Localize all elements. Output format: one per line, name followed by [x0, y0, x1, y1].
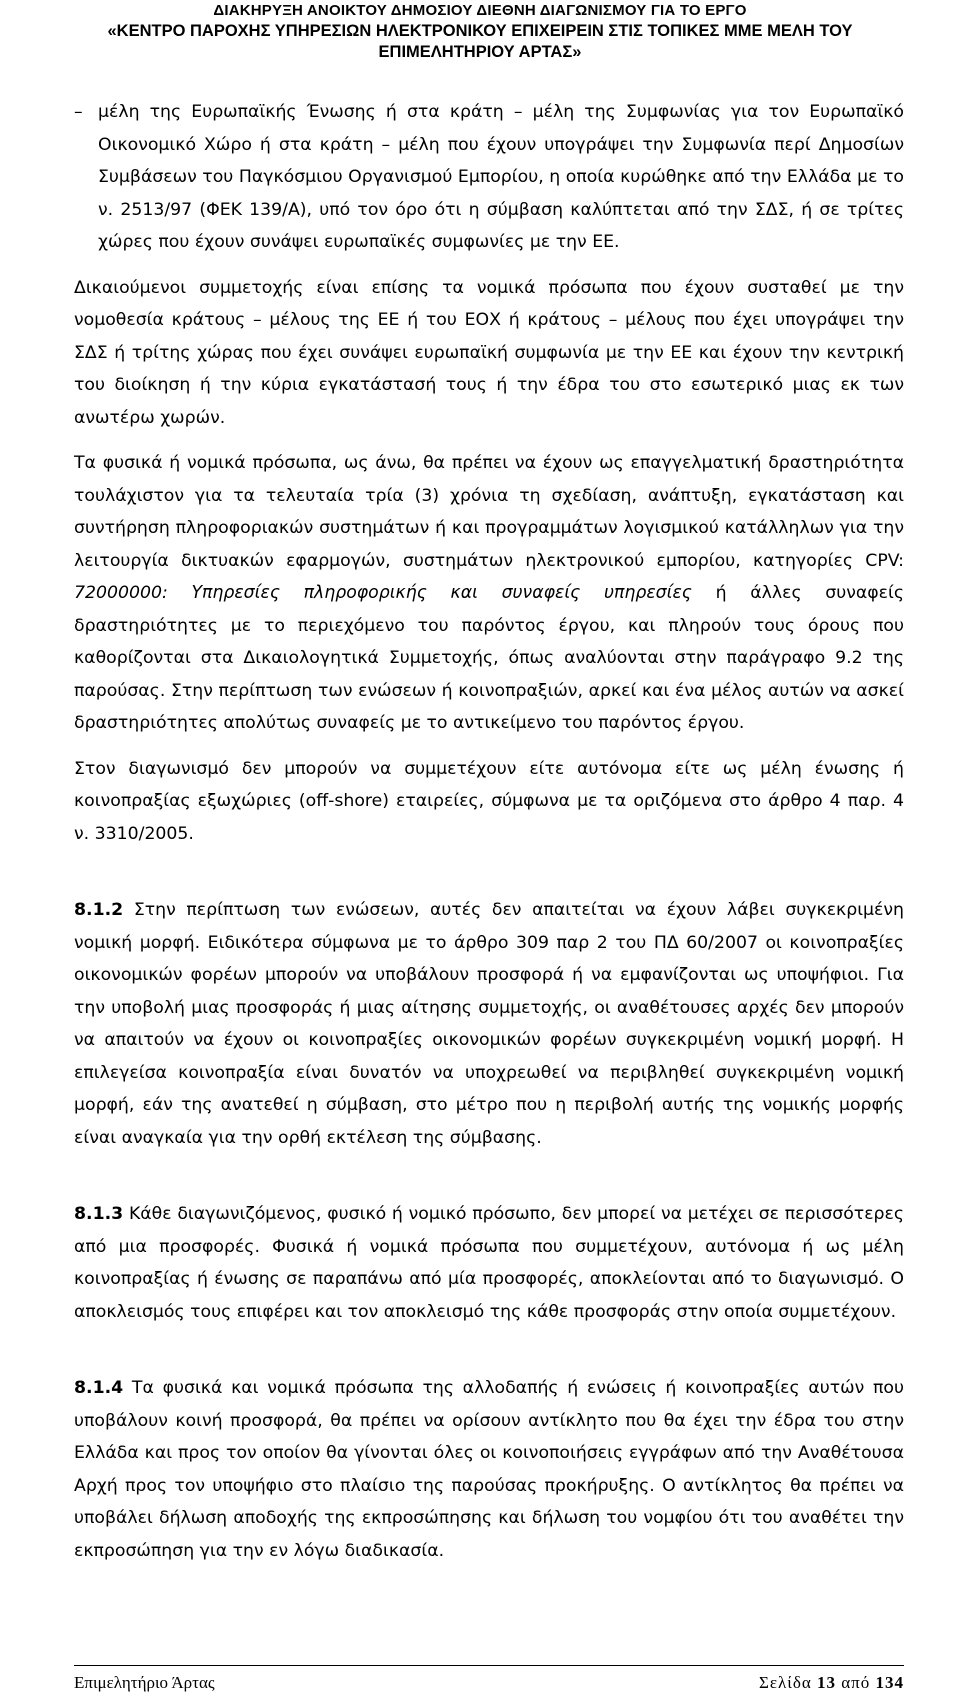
footer-current-page: 13 — [817, 1673, 836, 1692]
footer-organization: Επιμελητήριο Άρτας — [74, 1673, 215, 1692]
footer-of-word: από — [841, 1673, 871, 1692]
footer-total-pages: 134 — [875, 1673, 904, 1692]
section-text-8-1-2: Στην περίπτωση των ενώσεων, αυτές δεν απαιτείται να έχουν λάβει συγκεκριμένη νομική μορφή. Ειδικότερα σύμφωνα με το άρθρο 309 παρ 2 του ΠΔ 60/2007 οι κοινοπραξίες οικονομικών φορέων μπορούν να υποβάλουν προσφορά ή να εμφανίζονται ως υποψήφιοι. Για την υποβολή μιας προσφοράς ή μιας αίτησης συμμετοχής, οι αναθέτουσες αρχές δεν μπορούν να απαιτούν να έχουν οι κοινοπραξίες οικονομικών φορέων συγκεκριμένη νομική μορφή. Η επιλεγείσα κοινοπραξία είναι δυνατόν να υποχρεωθεί να περιβληθεί συγκεκριμένη νομική μορφή, εάν της ανατεθεί η σύμβαση, στο μέτρο που η περιβολή αυτής της νομικής μορφής είναι αναγκαία για την ορθή εκτέλεση της σύμβασης. — [74, 900, 904, 1148]
paragraph-professional-activity — [74, 447, 904, 740]
cpv-code-italic: 72000000: Υπηρεσίες πληροφορικής και συναφείς υπηρεσίες — [74, 583, 692, 603]
footer-page-number — [759, 1673, 904, 1693]
header-line-2: «ΚΕΝΤΡΟ ΠΑΡΟΧΗΣ ΥΠΗΡΕΣΙΩΝ ΗΛΕΚΤΡΟΝΙΚΟΥ ΕΠΙΧΕΙΡΕΙΝ ΣΤΙΣ ΤΟΠΙΚΕΣ ΜΜΕ ΜΕΛΗ ΤΟΥ — [107, 22, 853, 40]
section-8-1-3 — [74, 1198, 904, 1328]
dash-item-text: μέλη της Ευρωπαϊκής Ένωσης ή στα κράτη – μέλη της Συμφωνίας για τον Ευρωπαϊκό Οικονομικό Χώρο ή στα κράτη – μέλη που έχουν υπογράψει την Συμφωνία περί Δημοσίων Συμβάσεων του Παγκόσμιου Οργανισμού Εμπορίου, η οποία κυρώθηκε από την Ελλάδα με το ν. 2513/97 (ΦΕΚ 139/Α), υπό τον όρο ότι η σύμβαση καλύπτεται από την ΣΔΣ, ή σε τρίτες χώρες που έχουν συνάψει ευρωπαϊκές συμφωνίες με την ΕΕ. — [98, 102, 904, 252]
section-number-8-1-2: 8.1.2 — [74, 900, 124, 920]
dash-mark: – — [74, 102, 83, 122]
paragraph-offshore: Στον διαγωνισμό δεν μπορούν να συμμετέχουν είτε αυτόνομα είτε ως μέλη ένωσης ή κοινοπραξίας εξωχώριες (off-shore) εταιρείες, σύμφωνα με τα οριζόμενα στο άρθρο 4 παρ. 4 ν. 3310/2005. — [74, 758, 904, 844]
dash-list-item — [74, 96, 904, 259]
document-body — [74, 96, 904, 1567]
section-8-1-4 — [74, 1372, 904, 1567]
header-line-3: ΕΠΙΜΕΛΗΤΗΡΙΟΥ ΑΡΤΑΣ» — [378, 43, 582, 61]
header-line-1: ΔΙΑΚΗΡΥΞΗ ΑΝΟΙΚΤΟΥ ΔΗΜΟΣΙΟΥ ΔΙΕΘΝΗ ΔΙΑΓΩΝΙΣΜΟΥ ΓΙΑ ΤΟ ΕΡΓΟ — [213, 2, 747, 19]
document-header — [0, 0, 960, 63]
section-text-8-1-3: Κάθε διαγωνιζόμενος, φυσικό ή νομικό πρόσωπο, δεν μπορεί να μετέχει σε περισσότερες από μια προσφορές. Φυσικά ή νομικά πρόσωπα που συμμετέχουν, αυτόνομα ή ως μέλη κοινοπραξίας ή ένωσης σε παραπάνω από μία προσφορές, αποκλείονται από το διαγωνισμό. Ο αποκλεισμός τους επιφέρει και τον αποκλεισμό της κάθε προσφοράς στην οποία συμμετέχουν. — [74, 1204, 904, 1322]
paragraph-eligible-entities: Δικαιούμενοι συμμετοχής είναι επίσης τα νομικά πρόσωπα που έχουν συσταθεί με την νομοθεσία κράτους – μέλους της ΕΕ ή του ΕΟΧ ή κράτους – μέλους που έχει υπογράψει την ΣΔΣ ή τρίτης χώρας που έχει συνάψει ευρωπαϊκή συμφωνία με την ΕΕ και έχουν την κεντρική του διοίκηση ή την κύρια εγκατάστασή τους ή την έδρα του στο εσωτερικό μιας εκ των ανωτέρω χωρών. — [74, 277, 904, 428]
section-number-8-1-4: 8.1.4 — [74, 1378, 124, 1398]
p2-text-before: Τα φυσικά ή νομικά πρόσωπα, ως άνω, θα πρέπει να έχουν ως επαγγελματική δραστηριότητα τουλάχιστον για τα τελευταία τρία (3) χρόνια τη σχεδίαση, ανάπτυξη, εγκατάσταση και συντήρηση πληροφοριακών συστημάτων ή και προγραμμάτων λογισμικού κατάλληλων για την λειτουργία δικτυακών εφαρμογών, συστημάτων ηλεκτρονικού εμπορίου, κατηγορίες CPV: — [74, 453, 904, 571]
p2-text-after: ή άλλες συναφείς δραστηριότητες με το περιεχόμενο του παρόντος έργου, και πληρούν τους όρους που καθορίζονται στα Δικαιολογητικά Συμμετοχής, όπως αναλύονται στην παράγραφο 9.2 της παρούσας. Στην περίπτωση των ενώσεων ή κοινοπραξιών, αρκεί και ένα μέλος αυτών να ασκεί δραστηριότητες απολύτως συναφείς με το αντικείμενο του παρόντος έργου. — [74, 583, 904, 733]
section-text-8-1-4: Τα φυσικά και νομικά πρόσωπα της αλλοδαπής ή ενώσεις ή κοινοπραξίες αυτών που υποβάλουν κοινή προσφορά, θα πρέπει να ορίσουν αντίκλητο που θα έχει την έδρα του στην Ελλάδα και προς τον οποίον θα γίνονται όλες οι κοινοποιήσεις εγγράφων από την Αναθέτουσα Αρχή προς τον υποψήφιο στο πλαίσιο της παρούσας προκήρυξης. Ο αντίκλητος θα πρέπει να υποβάλει δήλωση αποδοχής της εκπροσώπησης και δήλωση του νομφίου ότι του αναθέτει την εκπροσώπηση για την εν λόγω διαδικασία. — [74, 1378, 904, 1561]
footer-page-word: Σελίδα — [758, 1673, 812, 1692]
section-8-1-2 — [74, 894, 904, 1154]
section-number-8-1-3: 8.1.3 — [74, 1204, 124, 1224]
footer-divider — [74, 1665, 904, 1666]
